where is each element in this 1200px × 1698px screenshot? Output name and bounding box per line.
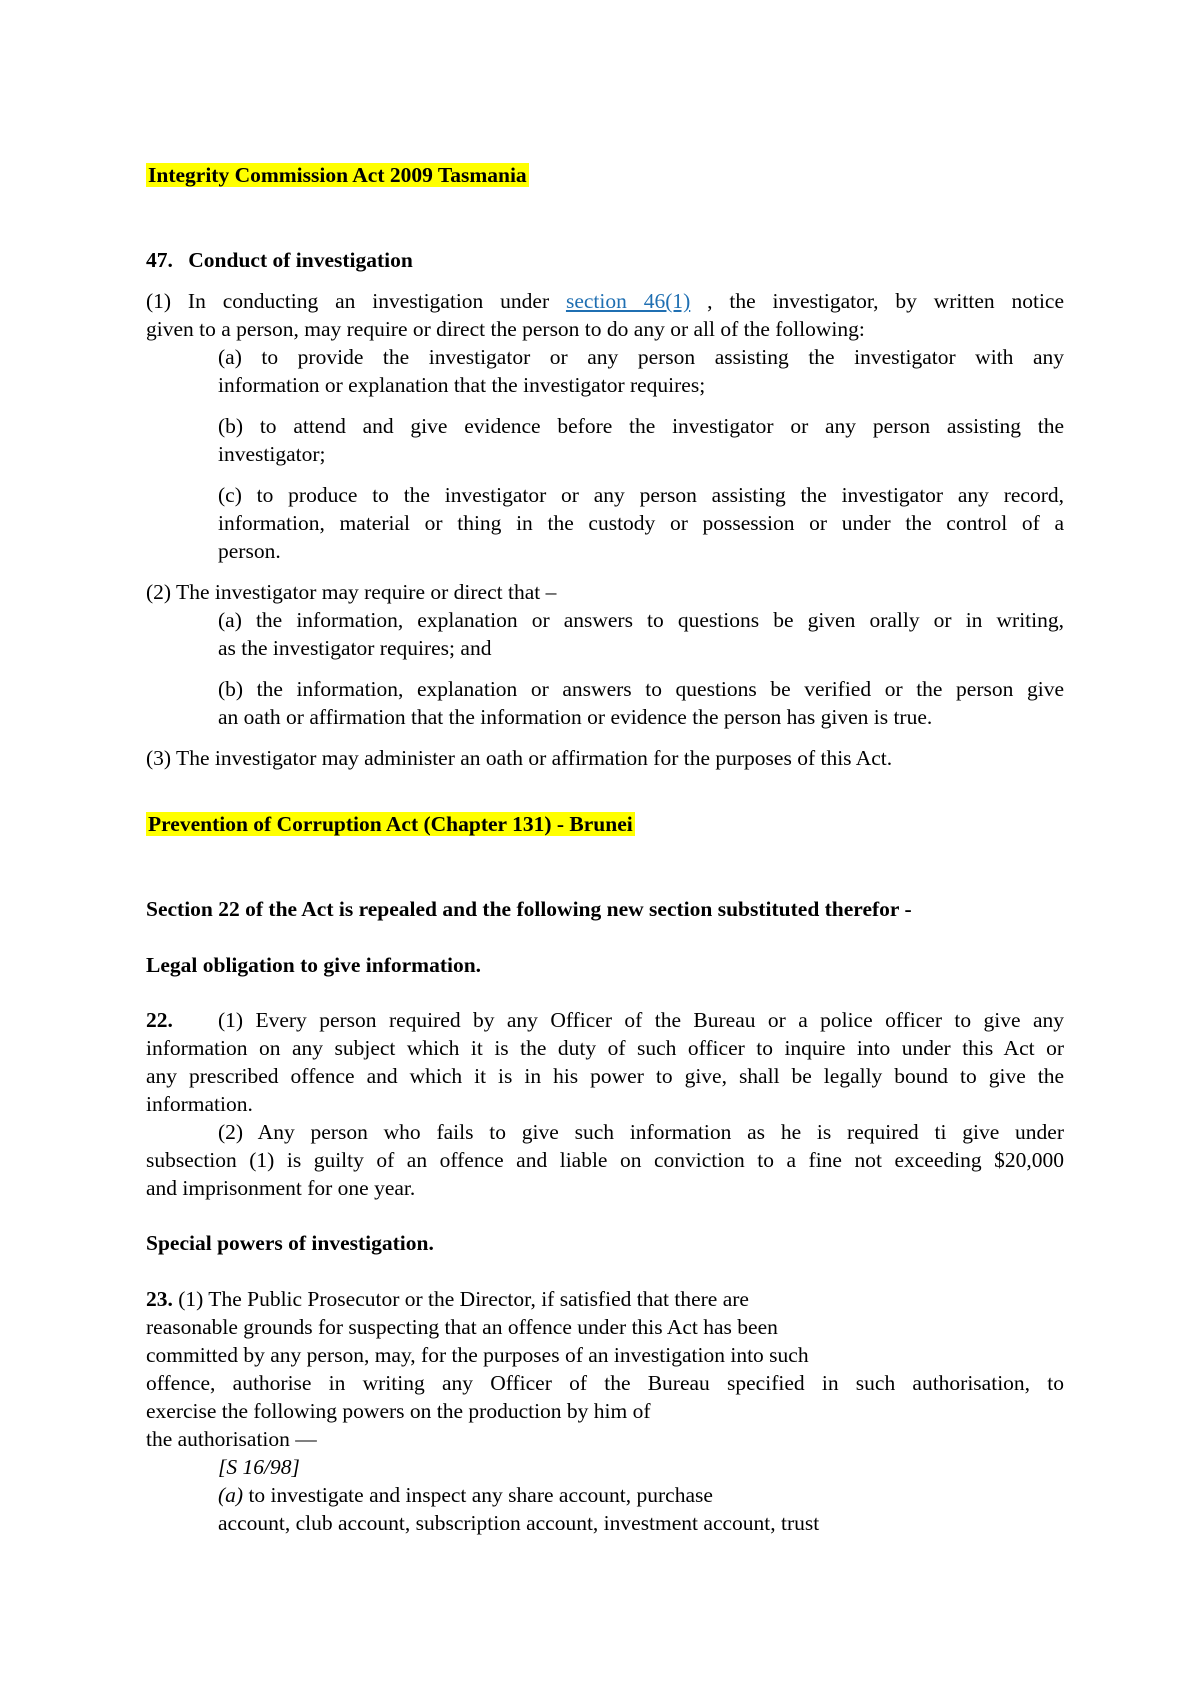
section-47-heading	[146, 250, 413, 272]
s22-intro: Section 22 of the Act is repealed and the following new section substituted therefor -	[146, 897, 912, 921]
brunei-act-title: Prevention of Corruption Act (Chapter 131) - Brunei	[148, 812, 633, 836]
s23-line6: the authorisation —	[146, 1427, 317, 1451]
s23-heading: Special powers of investigation.	[146, 1231, 434, 1255]
s23-line3: committed by any person, may, for the purposes of an investigation into such	[146, 1343, 809, 1367]
s22-heading: Legal obligation to give information.	[146, 953, 482, 977]
section-title: Conduct of investigation	[188, 248, 413, 272]
s47-p1-line1: (1) In conducting an investigation under section 46(1) , the investigator, by written notice	[146, 289, 1065, 313]
s22-1-line3: any prescribed offence and which it is in his power to give, shall be legally bound to give the	[146, 1064, 1064, 1088]
s23-line2: reasonable grounds for suspecting that an offence under this Act has been	[146, 1315, 778, 1339]
s22-1-line1: (1) Every person required by any Officer of the Bureau or a police officer to give any	[218, 1008, 1064, 1032]
s22-2-line1: (2) Any person who fails to give such information as he is required ti give under	[218, 1120, 1064, 1144]
s23-reference: [S 16/98]	[218, 1455, 300, 1479]
s47-2a-line1: (a) the information, explanation or answers to questions be given orally or in writing,	[218, 608, 1064, 632]
s47-1c-line1: (c) to produce to the investigator or any person assisting the investigator any record,	[218, 483, 1064, 507]
section-number: 47.	[146, 248, 173, 272]
s47-2a-line2: as the investigator requires; and	[218, 636, 492, 660]
section-number: 23.	[146, 1287, 173, 1311]
s22-number-line	[146, 1010, 173, 1032]
s22-1-line2: information on any subject which it is the duty of such officer to inquire into under this Act or	[146, 1036, 1064, 1060]
s47-p3: (3) The investigator may administer an oath or affirmation for the purposes of this Act.	[146, 746, 893, 770]
section-number: 22.	[146, 1008, 173, 1032]
s47-p2: (2) The investigator may require or direct that –	[146, 580, 557, 604]
s47-1a-line1: (a) to provide the investigator or any person assisting the investigator with any	[218, 345, 1064, 369]
s47-1b-line2: investigator;	[218, 442, 326, 466]
s47-p1-line2: given to a person, may require or direct the person to do any or all of the following:	[146, 317, 865, 341]
s22-2-line2: subsection (1) is guilty of an offence and liable on conviction to a fine not exceeding $20,000	[146, 1148, 1064, 1172]
s23-line4: offence, authorise in writing any Officer of the Bureau specified in such authorisation, to	[146, 1371, 1064, 1395]
s23-a-line2: account, club account, subscription account, investment account, trust	[218, 1511, 820, 1535]
section-46-1-link[interactable]: section 46(1)	[565, 289, 691, 313]
s47-1b-line1: (b) to attend and give evidence before the investigator or any person assisting the	[218, 414, 1064, 438]
s22-1-line4: information.	[146, 1092, 253, 1116]
s47-2b-line2: an oath or affirmation that the information or evidence the person has given is true.	[218, 705, 933, 729]
s22-2-line3: and imprisonment for one year.	[146, 1176, 416, 1200]
tasmania-act-title: Integrity Commission Act 2009 Tasmania	[148, 163, 527, 187]
s23-a-line1: (a) to investigate and inspect any share account, purchase	[218, 1483, 713, 1507]
s47-1c-line3: person.	[218, 539, 281, 563]
s47-1a-line2: information or explanation that the investigator requires;	[218, 373, 706, 397]
s23-line1: 23. (1) The Public Prosecutor or the Director, if satisfied that there are	[146, 1287, 749, 1311]
s47-1c-line2: information, material or thing in the custody or possession or under the control of a	[218, 511, 1064, 535]
s47-2b-line1: (b) the information, explanation or answers to questions be verified or the person give	[218, 677, 1064, 701]
s23-line5: exercise the following powers on the production by him of	[146, 1399, 651, 1423]
